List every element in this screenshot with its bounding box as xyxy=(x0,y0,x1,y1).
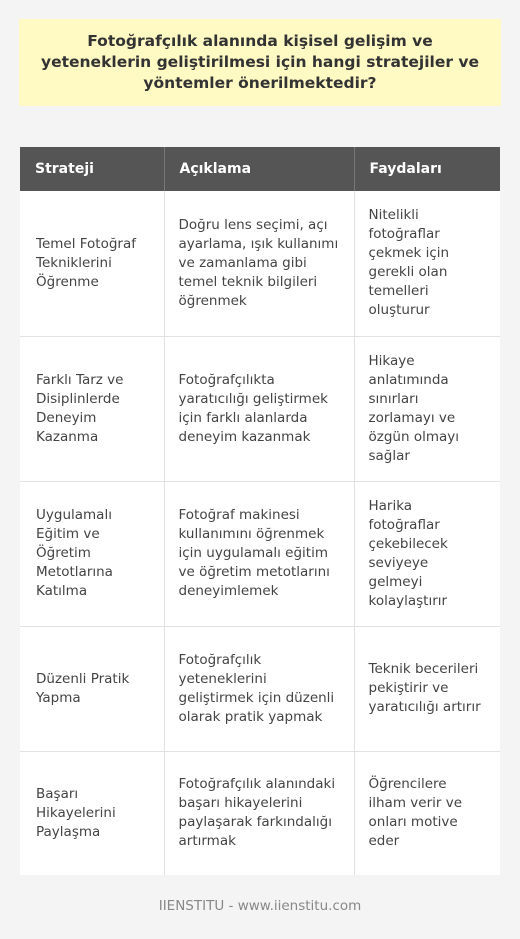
header-faydalari: Faydaları xyxy=(354,147,500,191)
cell-faydalari: Teknik becerileri pekiştirir ve yaratıcılığı artırır xyxy=(354,626,500,751)
cell-strateji: Düzenli Pratik Yapma xyxy=(20,626,164,751)
cell-strateji: Uygulamalı Eğitim ve Öğretim Metotlarına Katılma xyxy=(20,481,164,626)
cell-aciklama: Fotoğrafçılık yeteneklerini geliştirmek için düzenli olarak pratik yapmak xyxy=(164,626,354,751)
table-row xyxy=(20,336,500,481)
cell-faydalari: Harika fotoğraflar çekebilecek seviyeye gelmeyi kolaylaştırır xyxy=(354,481,500,626)
cell-aciklama: Doğru lens seçimi, açı ayarlama, ışık kullanımı ve zamanlama gibi temel teknik bilgileri öğrenmek xyxy=(164,191,354,336)
cell-aciklama: Fotoğrafçılıkta yaratıcılığı geliştirmek için farklı alanlarda deneyim kazanmak xyxy=(164,336,354,481)
table-row xyxy=(20,626,500,751)
question-box xyxy=(19,19,501,106)
cell-faydalari: Öğrencilere ilham verir ve onları motive eder xyxy=(368,776,463,850)
cell-strateji: Temel Fotoğraf Tekniklerini Öğrenme xyxy=(20,191,164,336)
table-header-row xyxy=(20,147,500,191)
strategy-table xyxy=(20,147,500,875)
table-row xyxy=(20,481,500,626)
cell-strateji: Farklı Tarz ve Disiplinlerde Deneyim Kazanma xyxy=(20,336,164,481)
cell-aciklama: Fotoğraf makinesi kullanımını öğrenmek için uygulamalı eğitim ve öğretim metotlarını deneyimlemek xyxy=(164,481,354,626)
cell-aciklama: Fotoğrafçılık alanındaki başarı hikayelerini paylaşarak farkındalığı artırmak xyxy=(164,751,354,875)
cell-faydalari: Nitelikli fotoğraflar çekmek için gerekli olan temelleri oluşturur xyxy=(354,191,500,336)
cell-strateji: Başarı Hikayelerini Paylaşma xyxy=(20,751,164,875)
footer-credit: IIENSTITU - www.iienstitu.com xyxy=(158,898,362,914)
question-text: Fotoğrafçılık alanında kişisel gelişim ve yeteneklerin geliştirilmesi için hangi stratejiler ve yöntemler önerilmektedir? xyxy=(40,32,479,92)
header-aciklama: Açıklama xyxy=(164,147,354,191)
table-row xyxy=(20,191,500,336)
cell-faydalari: Hikaye anlatımında sınırları zorlamayı ve özgün olmayı sağlar xyxy=(354,336,500,481)
header-strateji: Strateji xyxy=(20,147,164,191)
table-row xyxy=(20,751,500,875)
